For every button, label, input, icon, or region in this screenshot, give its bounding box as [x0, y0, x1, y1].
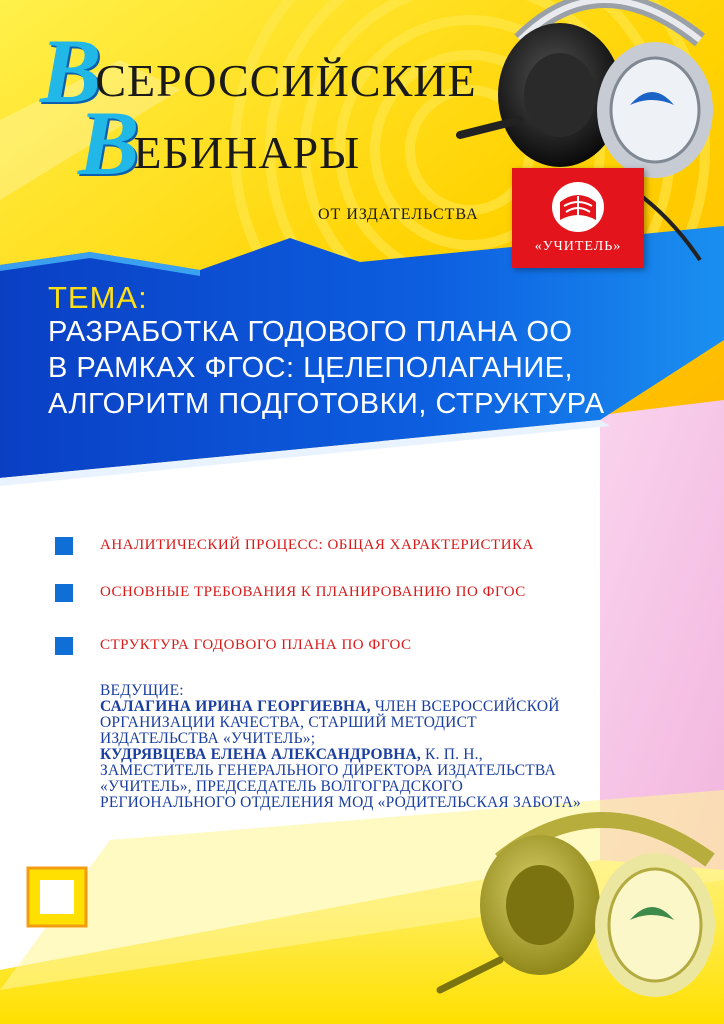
publisher-label: ОТ ИЗДАТЕЛЬСТВА [318, 206, 479, 223]
agenda-item-2: ОСНОВНЫЕ ТРЕБОВАНИЯ К ПЛАНИРОВАНИЮ ПО ФГОС [100, 584, 526, 600]
host2-line-4: РЕГИОНАЛЬНОГО ОТДЕЛЕНИЯ МОД «РОДИТЕЛЬСКАЯ ЗАБОТА» [100, 794, 581, 811]
book-logo-icon [550, 180, 606, 234]
host1-line-2: ОРГАНИЗАЦИИ КАЧЕСТВА, СТАРШИЙ МЕТОДИСТ [100, 714, 477, 731]
publisher-logo [512, 168, 644, 268]
title-line-2 [78, 90, 366, 196]
title-initial-1: В [40, 20, 102, 122]
title-initial-2: В [78, 92, 140, 194]
title-word-2: ЕБИНАРЫ [133, 127, 361, 178]
hosts-label: ВЕДУЩИЕ: [100, 682, 184, 699]
host1-line-3: ИЗДАТЕЛЬСТВА «УЧИТЕЛЬ»; [100, 730, 316, 747]
bullet-square-icon [55, 637, 73, 655]
topic-line-1: РАЗРАБОТКА ГОДОВОГО ПЛАНА ОО [48, 316, 573, 348]
topic-label: ТЕМА: [48, 280, 148, 315]
host2-line-2: ЗАМЕСТИТЕЛЬ ГЕНЕРАЛЬНОГО ДИРЕКТОРА ИЗДАТЕЛЬСТВА [100, 762, 556, 779]
bullet-square-icon [55, 537, 73, 555]
host1-name: САЛАГИНА ИРИНА ГЕОРГИЕВНА, [100, 698, 371, 715]
host1-line-1 [100, 699, 660, 715]
agenda-item-1: АНАЛИТИЧЕСКИЙ ПРОЦЕСС: ОБЩАЯ ХАРАКТЕРИСТИКА [100, 537, 534, 553]
host1-role-1: ЧЛЕН ВСЕРОССИЙСКОЙ [370, 698, 560, 715]
agenda-item-3: СТРУКТУРА ГОДОВОГО ПЛАНА ПО ФГОС [100, 637, 412, 653]
topic-line-2: В РАМКАХ ФГОС: ЦЕЛЕПОЛАГАНИЕ, [48, 352, 574, 384]
host2-name: КУДРЯВЦЕВА ЕЛЕНА АЛЕКСАНДРОВНА, [100, 746, 421, 763]
title-word-1: СЕРОССИЙСКИЕ [95, 55, 477, 106]
hosts-block [100, 683, 660, 811]
bullet-square-icon [55, 584, 73, 602]
logo-text: «УЧИТЕЛЬ» [534, 239, 622, 254]
host2-degree: К. П. Н., [420, 746, 483, 763]
host2-line-3: «УЧИТЕЛЬ», ПРЕДСЕДАТЕЛЬ ВОЛГОГРАДСКОГО [100, 778, 463, 795]
host2-line-1 [100, 747, 660, 763]
topic-line-3: АЛГОРИТМ ПОДГОТОВКИ, СТРУКТУРА [48, 388, 605, 420]
